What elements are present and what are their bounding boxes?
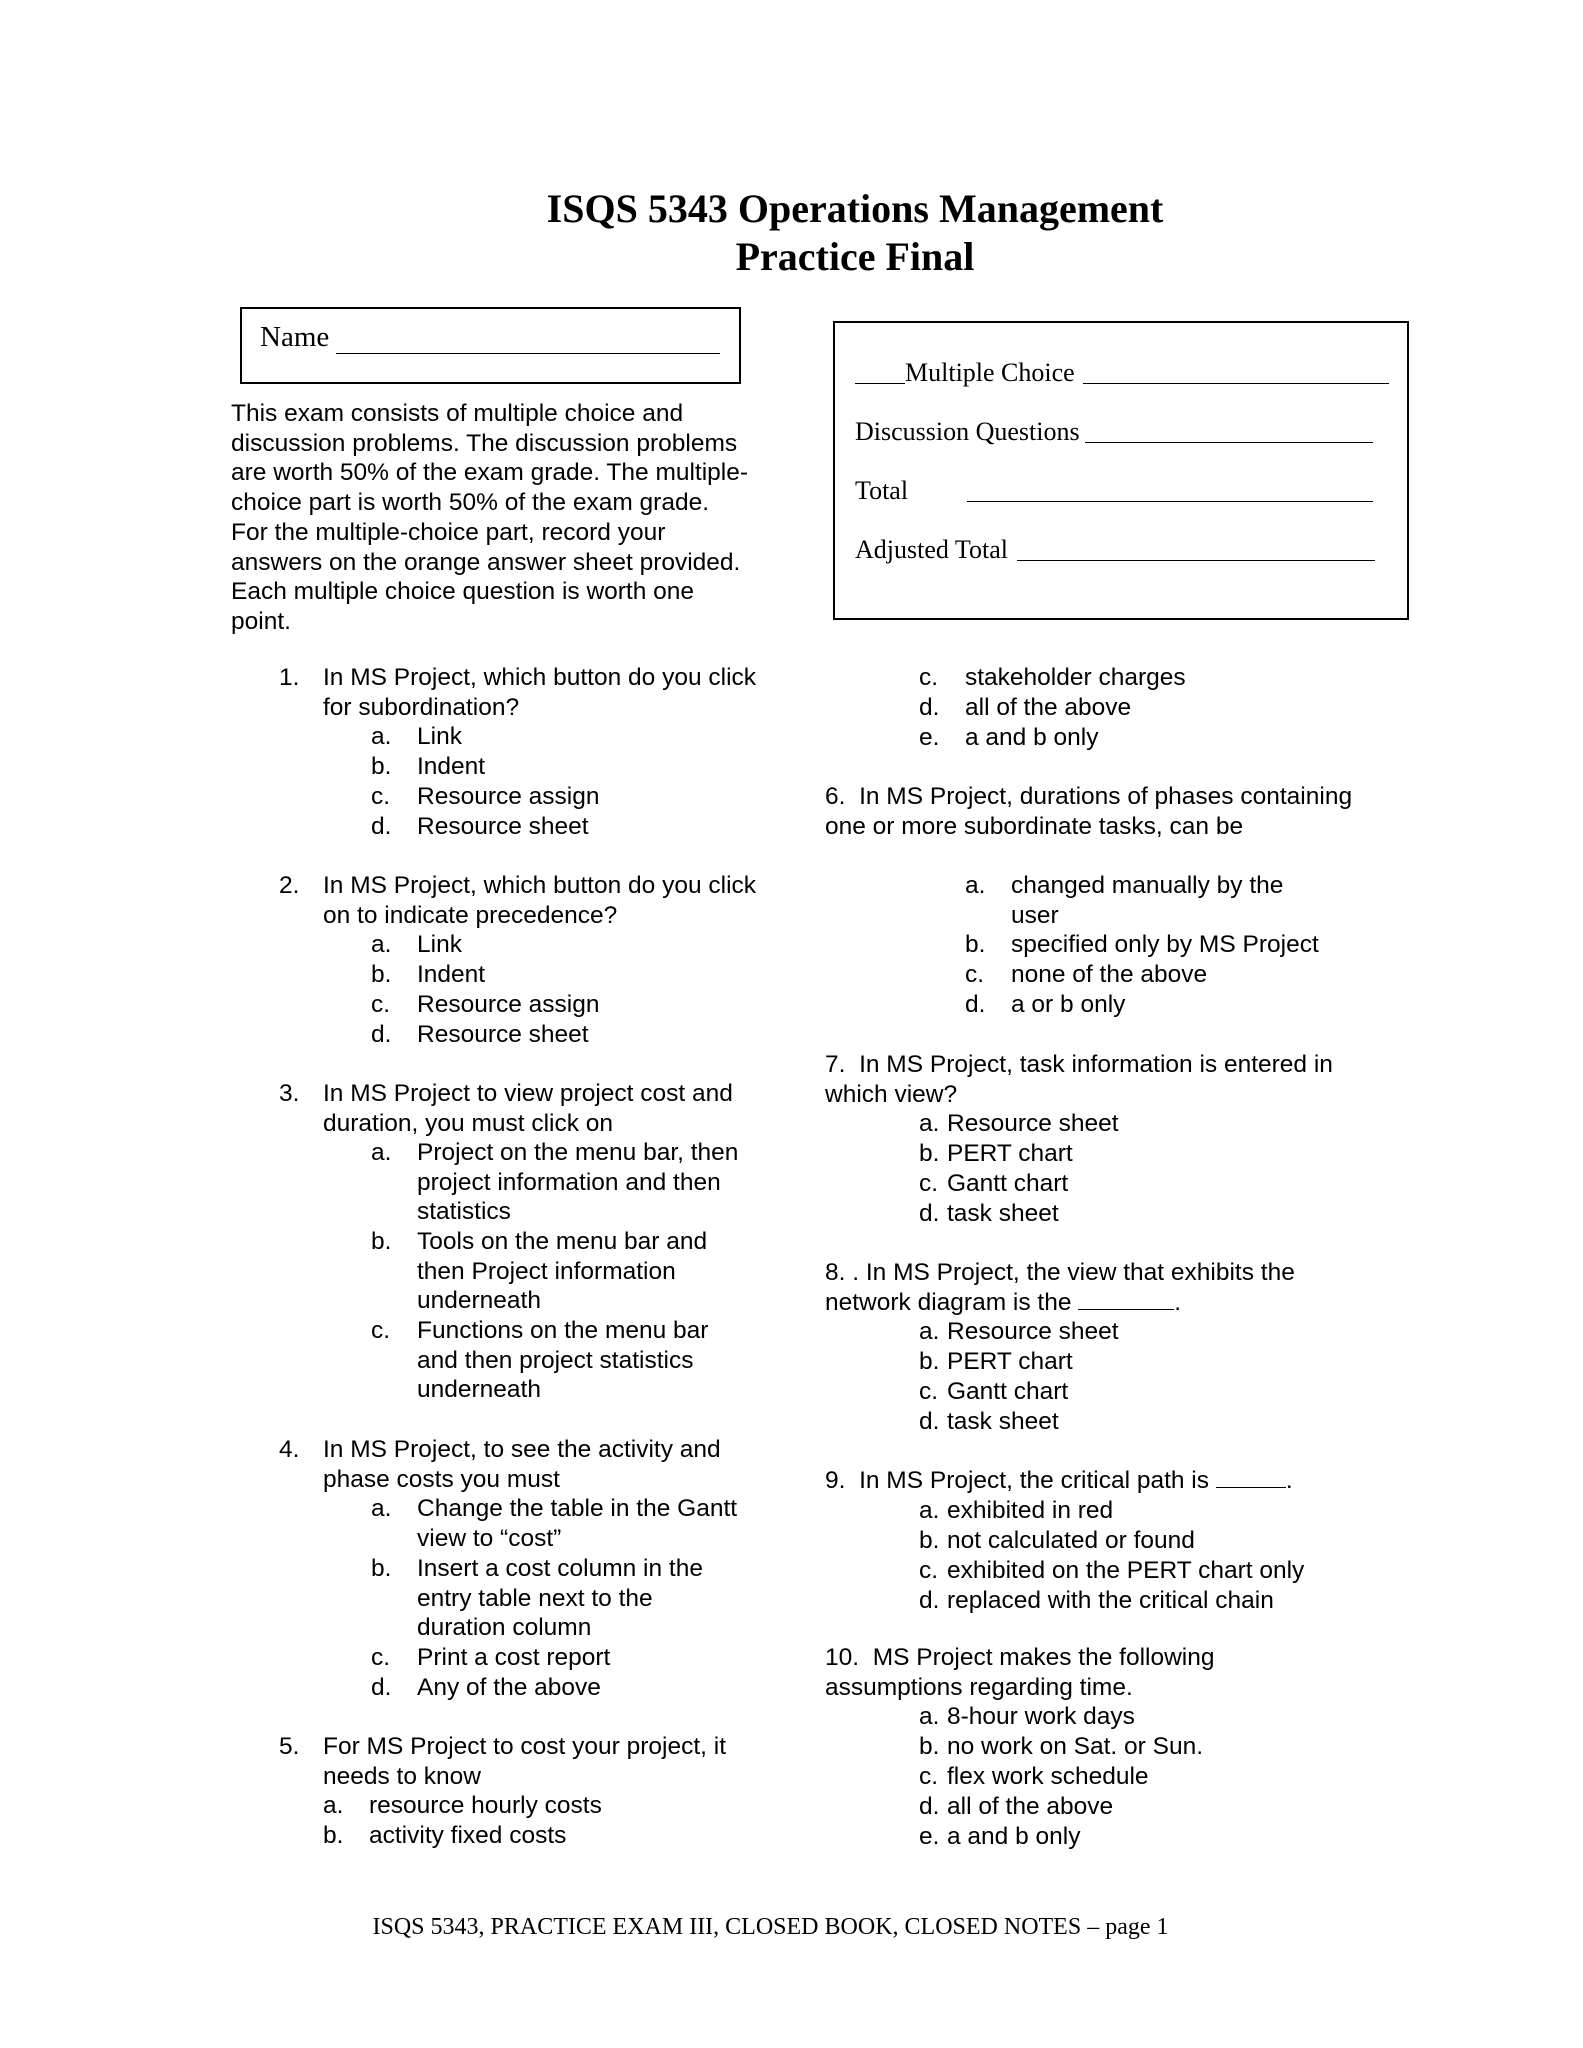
option-letter: c. [371,1317,391,1344]
question-stem [825,1258,1365,1317]
option-letter: c. [919,1557,939,1584]
option-letter: c. [371,1644,391,1671]
question-stem-end: . [1285,1467,1293,1494]
option-letter: d. [919,1793,940,1820]
option-letter: b. [371,753,392,780]
option-text: Resource sheet [417,813,589,840]
question-stem: In MS Project, to see the activity and phase costs you must [323,1436,721,1493]
option-text: specified only by MS Project [1011,931,1319,958]
option-letter: c. [919,1378,939,1405]
option-text: Resource assign [417,783,600,810]
option-letter: d. [919,1408,940,1435]
option-text: Insert a cost column in the entry table next to the duration column [417,1555,703,1642]
question-stem-text: In MS Project, durations of phases containing one or more subordinate tasks, can be [825,783,1353,840]
exam-title: ISQS 5343 Operations Management [546,186,1164,231]
exam-instructions: This exam consists of multiple choice and discussion problems. The discussion problems are worth 50% of the exam grade. The multiple-choice part is worth 50% of the exam grade. For the multiple-choice part, record your answers on the orange answer sheet provided. Each multiple choice question is worth one point. [231,400,749,635]
option-text: Resource sheet [947,1318,1119,1345]
option-letter: b. [323,1822,344,1849]
option-letter: b. [919,1140,940,1167]
option-text: Resource assign [417,991,600,1018]
option-text: Tools on the menu bar and then Project information underneath [417,1228,708,1315]
question-number: 6. [825,783,846,810]
option-letter: a. [371,723,392,750]
option-letter: c. [919,1763,939,1790]
question-stem-text: In MS Project, task information is entered in which view? [825,1051,1333,1108]
option-text: PERT chart [947,1348,1073,1375]
score-box [833,321,1409,620]
question-number: 9. [825,1467,846,1494]
option-letter: d. [371,813,392,840]
option-letter: d. [371,1021,392,1048]
option-letter: b. [371,961,392,988]
option-text: changed manually by the user [1011,872,1284,929]
option-letter: d. [371,1674,392,1701]
option-text: all of the above [965,694,1132,721]
question-number: 1. [279,664,300,691]
option-letter: a. [919,1318,940,1345]
page-footer [0,1914,1583,1941]
option-letter: b. [965,931,986,958]
option-text: PERT chart [947,1140,1073,1167]
name-box [240,307,741,384]
option-text: Gantt chart [947,1170,1069,1197]
question-stem [825,1643,1245,1702]
multiple-choice-prefix-line[interactable] [855,383,905,384]
multiple-choice-label: Multiple Choice [905,358,1075,387]
option-letter: a. [919,1703,940,1730]
option-text: all of the above [947,1793,1114,1820]
option-text: Resource sheet [417,1021,589,1048]
option-text: Link [417,931,462,958]
question-number: 4. [279,1436,300,1463]
option-text: resource hourly costs [369,1792,602,1819]
question-number: 2. [279,872,300,899]
option-letter: b. [919,1527,940,1554]
option-text: task sheet [947,1200,1059,1227]
option-letter: a. [371,931,392,958]
option-letter: d. [919,1587,940,1614]
question-number: 8. [825,1259,846,1286]
name-label: Name [260,321,330,353]
discussion-score-line[interactable] [1085,442,1373,443]
option-text: flex work schedule [947,1763,1149,1790]
question-number: 3. [279,1080,300,1107]
option-text: Any of the above [417,1674,601,1701]
option-text: Link [417,723,462,750]
option-text: Functions on the menu bar and then project statistics underneath [417,1317,709,1404]
option-text: a or b only [1011,991,1126,1018]
option-text: Indent [417,961,486,988]
option-letter: d. [965,991,986,1018]
option-letter: b. [919,1733,940,1760]
adjusted-total-score-line[interactable] [1017,560,1375,561]
option-text: Project on the menu bar, then project information and then statistics [417,1139,739,1226]
option-text: task sheet [947,1408,1059,1435]
option-letter: c. [919,1170,939,1197]
option-text: Indent [417,753,486,780]
question-stem [825,782,1365,841]
option-letter: b. [371,1555,392,1582]
option-text: none of the above [1011,961,1208,988]
option-text: Change the table in the Gantt view to “cost” [417,1495,738,1552]
option-text: Print a cost report [417,1644,611,1671]
question-number: 10. [825,1644,860,1671]
question-number: 7. [825,1051,846,1078]
question-stem [825,1050,1365,1109]
option-letter: c. [919,664,939,691]
option-letter: c. [371,783,391,810]
option-letter: a. [371,1139,392,1166]
question-stem [825,1466,1365,1496]
discussion-label: Discussion Questions [855,417,1080,446]
option-text: not calculated or found [947,1527,1195,1554]
name-blank-line[interactable] [336,353,720,354]
option-letter: b. [919,1348,940,1375]
exam-subtitle: Practice Final [735,234,975,279]
multiple-choice-score-line[interactable] [1083,383,1389,384]
option-text: stakeholder charges [965,664,1186,691]
option-letter: e. [919,724,940,751]
question-stem: For MS Project to cost your project, it needs to know [323,1733,727,1790]
option-letter: a. [919,1497,940,1524]
option-letter: a. [919,1110,940,1137]
option-text: exhibited in red [947,1497,1114,1524]
total-label: Total [855,476,909,505]
option-letter: d. [919,1200,940,1227]
option-letter: d. [919,694,940,721]
option-text: Resource sheet [947,1110,1119,1137]
option-letter: c. [965,961,985,988]
option-text: replaced with the critical chain [947,1587,1274,1614]
question-stem: In MS Project, which button do you click on to indicate precedence? [323,872,757,929]
option-text: 8-hour work days [947,1703,1135,1730]
fill-in-blank[interactable] [1216,1469,1286,1488]
fill-in-blank[interactable] [1078,1291,1174,1310]
option-text: a and b only [947,1823,1081,1850]
question-stem: In MS Project to view project cost and duration, you must click on [323,1080,733,1137]
question-number: 5. [279,1733,300,1760]
option-text: activity fixed costs [369,1822,567,1849]
option-letter: b. [371,1228,392,1255]
option-letter: a. [371,1495,392,1522]
question-stem-text: In MS Project, the critical path is [859,1467,1210,1494]
option-text: exhibited on the PERT chart only [947,1557,1305,1584]
option-letter: a. [323,1792,344,1819]
option-text: Gantt chart [947,1378,1069,1405]
option-letter: e. [919,1823,940,1850]
option-letter: a. [965,872,986,899]
total-score-line[interactable] [967,501,1373,502]
adjusted-total-label: Adjusted Total [855,535,1008,564]
question-stem-end: . [1174,1288,1182,1316]
question-stem-text: . In MS Project, the view that exhibits the network diagram is the [825,1259,1295,1316]
question-stem-text: MS Project makes the following assumptions regarding time. [825,1644,1215,1701]
option-letter: c. [371,991,391,1018]
question-stem: In MS Project, which button do you click for subordination? [323,664,757,721]
option-text: a and b only [965,724,1099,751]
option-text: no work on Sat. or Sun. [947,1733,1204,1760]
footer-text: ISQS 5343, PRACTICE EXAM III, CLOSED BOOK, CLOSED NOTES – page 1 [372,1914,1169,1940]
